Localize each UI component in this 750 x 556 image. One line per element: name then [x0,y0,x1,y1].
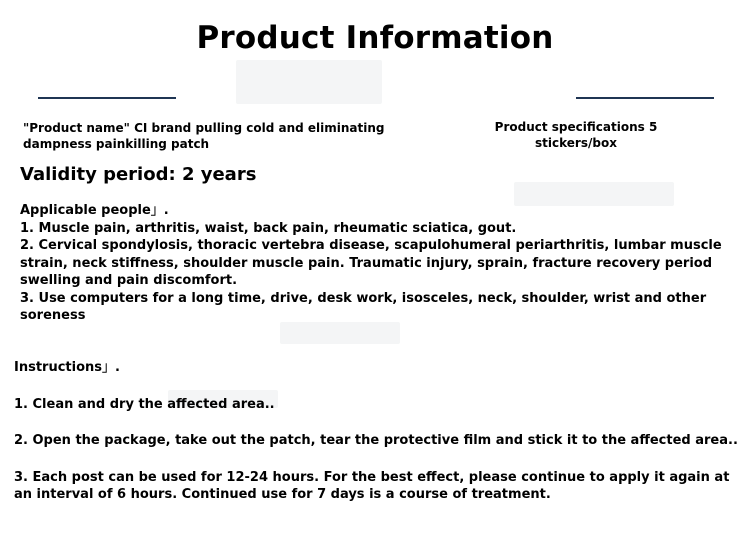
instruction-item: 1. Clean and dry the affected area.. [14,396,275,412]
spacer [14,413,742,432]
applicable-people-heading: Applicable people」. [20,203,169,218]
title-divider-left [38,97,176,99]
background-smudge [236,60,382,104]
title-divider-right [576,97,714,99]
product-specifications: Product specifications 5 stickers/box [494,120,658,150]
validity-period: Validity period: 2 years [20,164,257,185]
instructions-section [14,359,742,504]
spacer [14,377,742,396]
instruction-item: 3. Each post can be used for 12-24 hours. For the best effect, please continue to apply it again at an interval of 6 hours. Continued use for 7 days is a course of treatment. [14,469,730,502]
applicable-people-section [20,202,740,325]
applicable-item: 1. Muscle pain, arthritis, waist, back pain, rheumatic sciatica, gout. [20,220,517,236]
instruction-item: 2. Open the package, take out the patch, tear the protective film and stick it to the affected area.. [14,433,738,448]
page-title: Product Information [196,20,554,56]
background-smudge [280,322,400,344]
instructions-heading: Instructions」. [14,360,120,375]
product-name: "Product name" CI brand pulling cold and eliminating dampness painkilling patch [23,121,385,151]
spacer [14,450,742,469]
applicable-item: 3. Use computers for a long time, drive, desk work, isosceles, neck, shoulder, wrist and other soreness [20,290,707,323]
applicable-item: 2. Cervical spondylosis, thoracic vertebra disease, scapulohumeral periarthritis, lumbar muscle strain, neck stiffness, shoulder muscle pain. Traumatic injury, sprain, fracture recovery period swelling and pain discomfort. [20,238,722,288]
